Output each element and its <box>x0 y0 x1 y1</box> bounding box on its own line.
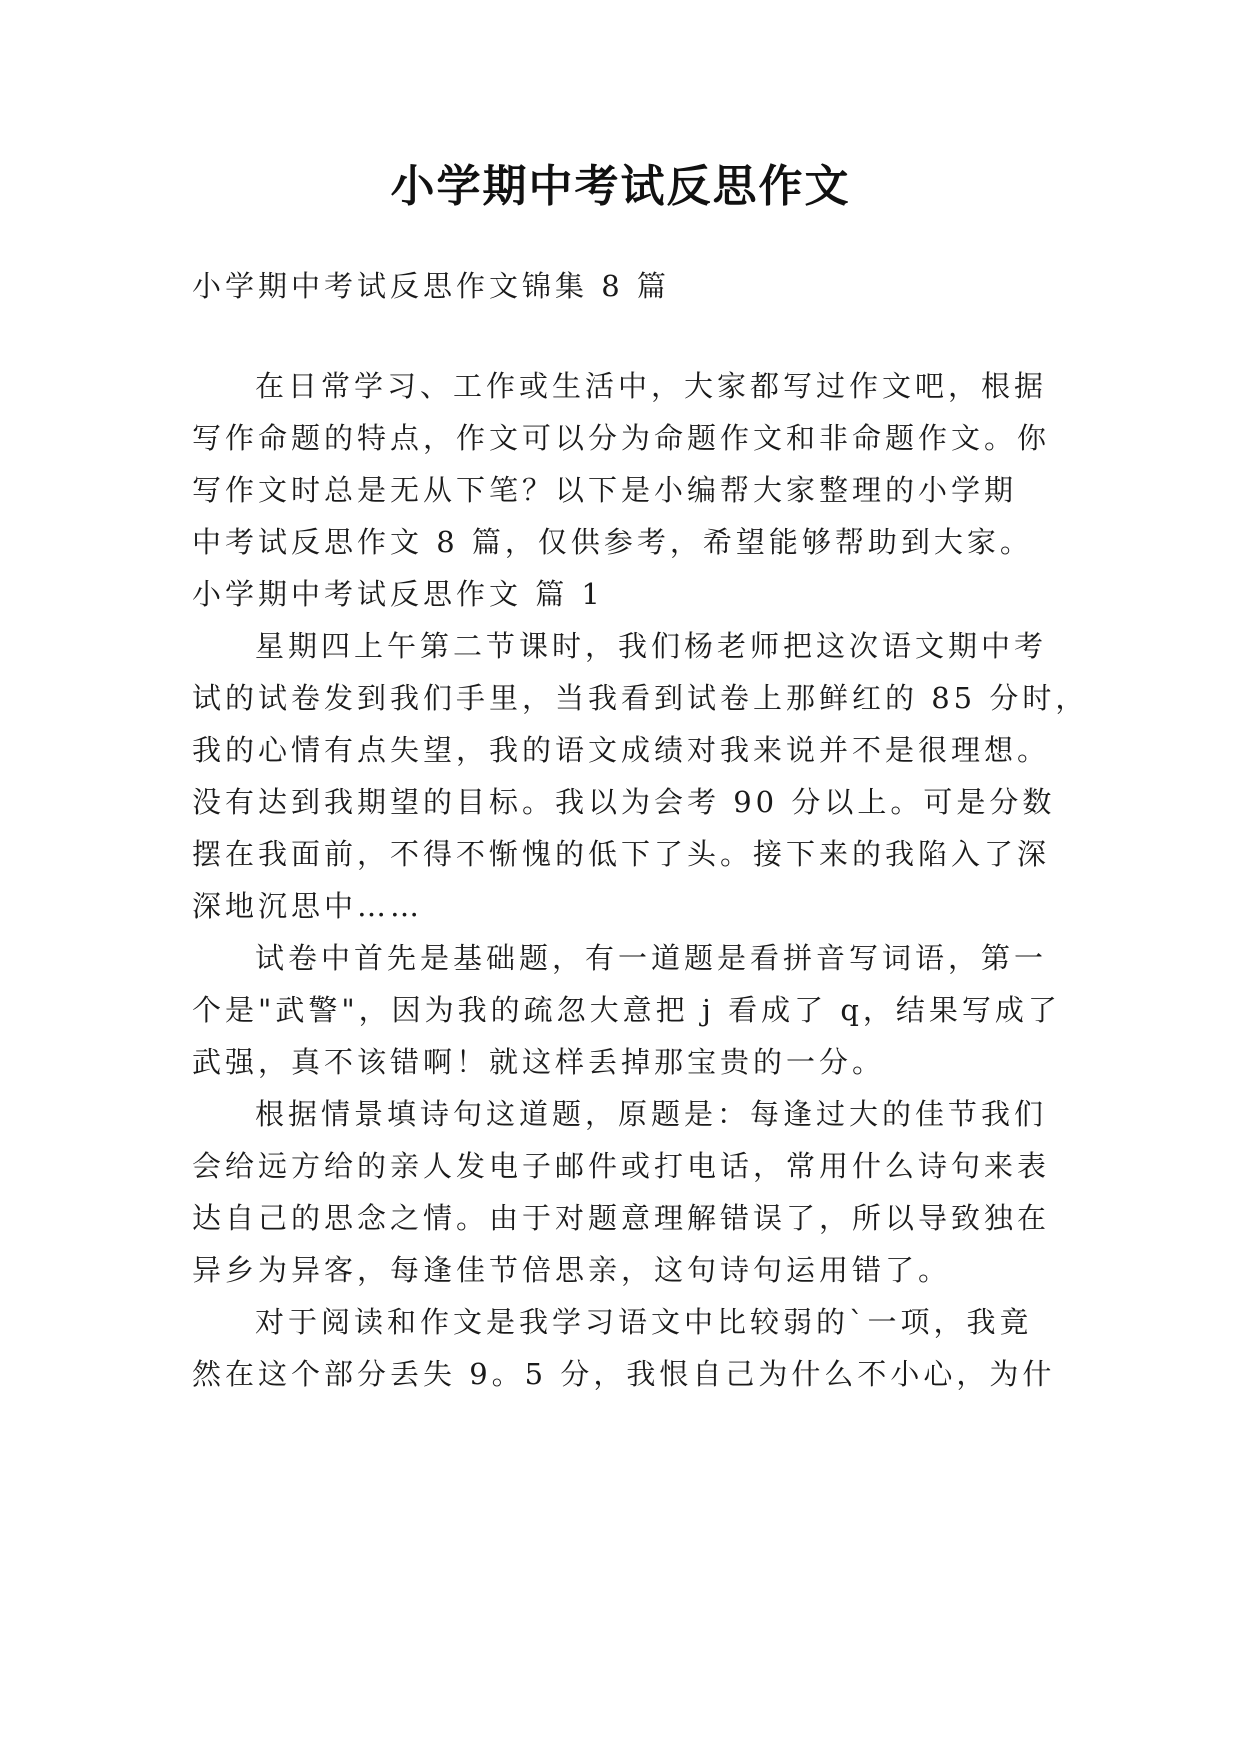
document-title: 小学期中考试反思作文 <box>390 161 851 212</box>
paragraph-line: 武强，真不该错啊！就这样丢掉那宝贵的一分。 <box>192 1045 886 1079</box>
intro-line: 写作文时总是无从下笔？以下是小编帮大家整理的小学期 <box>192 473 1018 507</box>
paragraph-line: 试卷中首先是基础题，有一道题是看拼音写词语，第一 <box>255 941 1048 975</box>
paragraph-line: 星期四上午第二节课时，我们杨老师把这次语文期中考 <box>255 629 1048 663</box>
paragraph-line: 达自己的思念之情。由于对题意理解错误了，所以导致独在 <box>192 1201 1051 1235</box>
paragraph-line: 摆在我面前，不得不惭愧的低下了头。接下来的我陷入了深 <box>192 837 1051 871</box>
paragraph-line: 我的心情有点失望，我的语文成绩对我来说并不是很理想。 <box>192 733 1051 767</box>
paragraph-line: 会给远方给的亲人发电子邮件或打电话，常用什么诗句来表 <box>192 1149 1051 1183</box>
document-subtitle: 小学期中考试反思作文锦集 8 篇 <box>192 269 670 303</box>
paragraph-line: 试的试卷发到我们手里，当我看到试卷上那鲜红的 85 分时， <box>192 681 1089 715</box>
intro-line: 中考试反思作文 8 篇，仅供参考，希望能够帮助到大家。 <box>192 525 1033 559</box>
paragraph-line: 异乡为异客，每逢佳节倍思亲，这句诗句运用错了。 <box>192 1253 952 1287</box>
section-heading: 小学期中考试反思作文 篇 1 <box>192 577 604 611</box>
paragraph-line: 然在这个部分丢失 9。5 分，我恨自己为什么不小心，为什 <box>192 1357 1056 1391</box>
intro-line: 在日常学习、工作或生活中，大家都写过作文吧，根据 <box>255 369 1048 403</box>
paragraph-line: 对于阅读和作文是我学习语文中比较弱的`一项，我竟 <box>255 1305 1033 1339</box>
paragraph-line: 没有达到我期望的目标。我以为会考 90 分以上。可是分数 <box>192 785 1056 819</box>
intro-line: 写作命题的特点，作文可以分为命题作文和非命题作文。你 <box>192 421 1051 455</box>
paragraph-line: 个是"武警"，因为我的疏忽大意把 j 看成了 q，结果写成了 <box>192 993 1061 1027</box>
paragraph-line: 根据情景填诗句这道题，原题是：每逢过大的佳节我们 <box>255 1097 1048 1131</box>
paragraph-line: 深地沉思中…… <box>192 889 424 923</box>
